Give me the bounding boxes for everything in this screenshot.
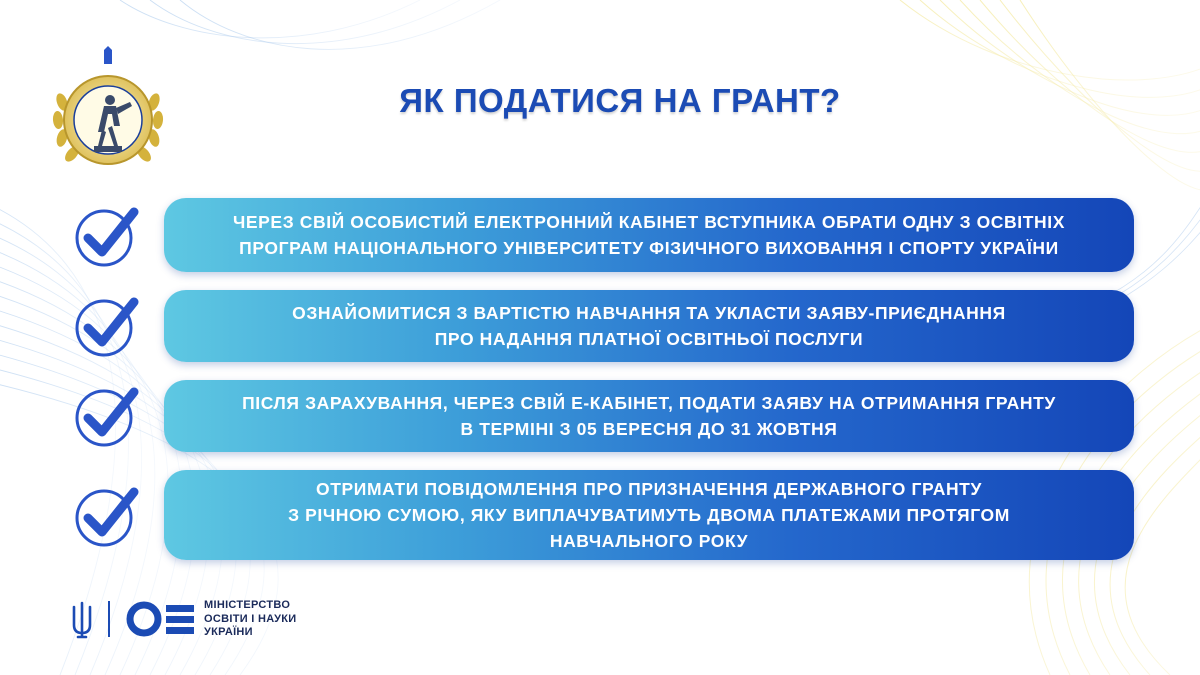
step-2-line-2: ПРО НАДАННЯ ПЛАТНОЇ ОСВІТНЬОЇ ПОСЛУГИ — [434, 329, 864, 349]
step-4-line-2: З РІЧНОЮ СУМОЮ, ЯКУ ВИПЛАЧУВАТИМУТЬ ДВОМА ПЛАТЕЖАМИ ПРОТЯГОМ — [288, 505, 1010, 525]
step-3-line-2: В ТЕРМІНІ З 05 ВЕРЕСНЯ ДО 31 ЖОВТНЯ — [460, 419, 838, 439]
step-4 — [0, 470, 1200, 560]
ministry-name — [204, 599, 344, 640]
ministry-line-3: УКРАЇНИ — [204, 626, 253, 638]
trident-icon — [70, 601, 94, 639]
step-2-text — [164, 290, 1134, 362]
step-4-text — [164, 470, 1134, 560]
check-icon — [72, 202, 140, 270]
step-3-text — [164, 380, 1134, 452]
footer-divider — [108, 601, 110, 637]
step-2-line-1: ОЗНАЙОМИТИСЯ З ВАРТІСТЮ НАВЧАННЯ ТА УКЛАСТИ ЗАЯВУ-ПРИЄДНАННЯ — [292, 303, 1006, 323]
check-icon — [72, 482, 140, 550]
step-1 — [0, 198, 1200, 272]
check-icon — [72, 382, 140, 450]
step-1-line-1: ЧЕРЕЗ СВІЙ ОСОБИСТИЙ ЕЛЕКТРОННИЙ КАБІНЕТ ВСТУПНИКА ОБРАТИ ОДНУ З ОСВІТНІХ — [232, 212, 1066, 232]
page-title: ЯК ПОДАТИСЯ НА ГРАНТ? — [399, 82, 841, 119]
step-4-line-3: НАВЧАЛЬНОГО РОКУ — [549, 531, 749, 551]
step-3-line-1: ПІСЛЯ ЗАРАХУВАННЯ, ЧЕРЕЗ СВІЙ Е-КАБІНЕТ, ПОДАТИ ЗАЯВУ НА ОТРИМАННЯ ГРАНТУ — [242, 393, 1056, 413]
step-3 — [0, 380, 1200, 452]
step-1-text — [164, 198, 1134, 272]
university-emblem-logo — [44, 42, 172, 177]
step-2 — [0, 290, 1200, 362]
step-1-line-2: ПРОГРАМ НАЦІОНАЛЬНОГО УНІВЕРСИТЕТУ ФІЗИЧНОГО ВИХОВАННЯ І СПОРТУ УКРАЇНИ — [239, 238, 1059, 258]
step-4-line-1: ОТРИМАТИ ПОВІДОМЛЕННЯ ПРО ПРИЗНАЧЕННЯ ДЕРЖАВНОГО ГРАНТУ — [316, 479, 982, 499]
check-icon — [72, 292, 140, 360]
ministry-line-1: МІНІСТЕРСТВО — [204, 599, 291, 611]
mon-logo-icon — [126, 601, 202, 637]
ministry-line-2: ОСВІТИ І НАУКИ — [204, 612, 297, 625]
